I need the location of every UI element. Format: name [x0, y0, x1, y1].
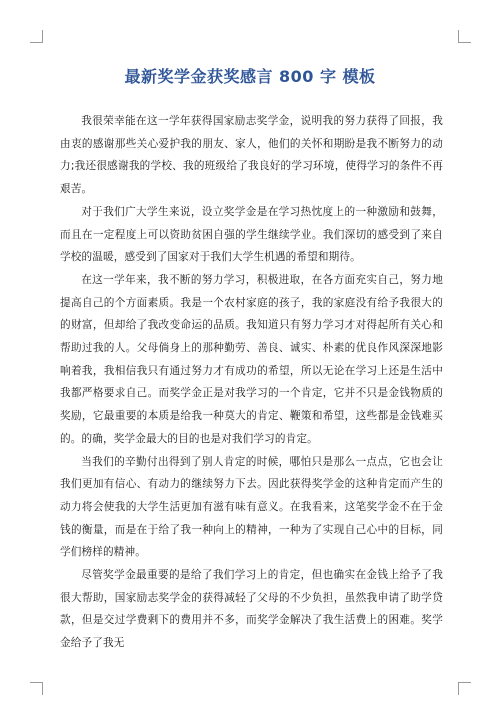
document-title: 最新奖学金获奖感言 800 字 模板: [124, 67, 376, 86]
paragraph-1: 我很荣幸能在这一学年获得国家励志奖学金，说明我的努力获得了回报，我由衷的感谢那些关心爱护我的朋友、家人，他们的关怀和期盼是我不断努力的动力;我还很感谢我的学校、我的班级给了我良好的学习环境，使得学习的条件不再艰苦。: [60, 115, 443, 196]
paragraph-3: 在这一学年来，我不断的努力学习，积极进取，在各方面充实自己，努力地提高自己的个方面素质。我是一个农村家庭的孩子，我的家庭没有给予我很大的的财富，但却给了我改变命运的品质。我知道只有努力学习才对得起所有关心和帮助过我的人。父母倘身上的那种勤劳、善良、诚实、朴素的优良作风深深地影响着我，我相信我只有通过努力才有成功的希望，所以无论在学习上还是生活中我都严格要求自己。而奖学金正是对我学习的一个肯定，它并不只是金钱物质的奖励，它最重要的本质是给我一种莫大的肯定、鞭策和希望，这些都是金钱难买的。的确，奖学金最大的目的也是对我们学习的肯定。: [60, 273, 443, 445]
paragraph-2: 对于我们广大学生来说，设立奖学金是在学习热忱度上的一种激励和鼓舞，而且在一定程度上可以资助贫困自强的学生继续学业。我们深切的感受到了来自学校的温暖，感受到了国家对于我们大学生机遇的希望和期待。: [60, 205, 443, 264]
crop-mark-bottom-right: [458, 682, 471, 695]
crop-mark-bottom-left: [30, 682, 43, 695]
paragraph-4: 当我们的辛勤付出得到了别人肯定的时候，哪怕只是那么一点点，它也会让我们更加有信心、有动力的继续努力下去。因此获得奖学金的这种肯定而产生的动力将会使我的大学生活更加有滋有味有意义。在我看来，这笔奖学金不在于金钱的衡量，而是在于给了我一种向上的精神，一种为了实现自己心中的目标，同学们榜样的精神。: [60, 455, 443, 559]
document-body: [60, 110, 443, 655]
crop-mark-top-right: [458, 30, 471, 43]
paragraph-5: 尽管奖学金最重要的是给了我们学习上的肯定，但也确实在金钱上给予了我很大帮助，国家励志奖学金的获得减轻了父母的不少负担，虽然我申请了助学贷款，但是交过学费剩下的费用并不多，而奖学金解决了我生活费上的困难。奖学金给予了我无: [60, 569, 443, 650]
crop-mark-top-left: [30, 30, 43, 43]
